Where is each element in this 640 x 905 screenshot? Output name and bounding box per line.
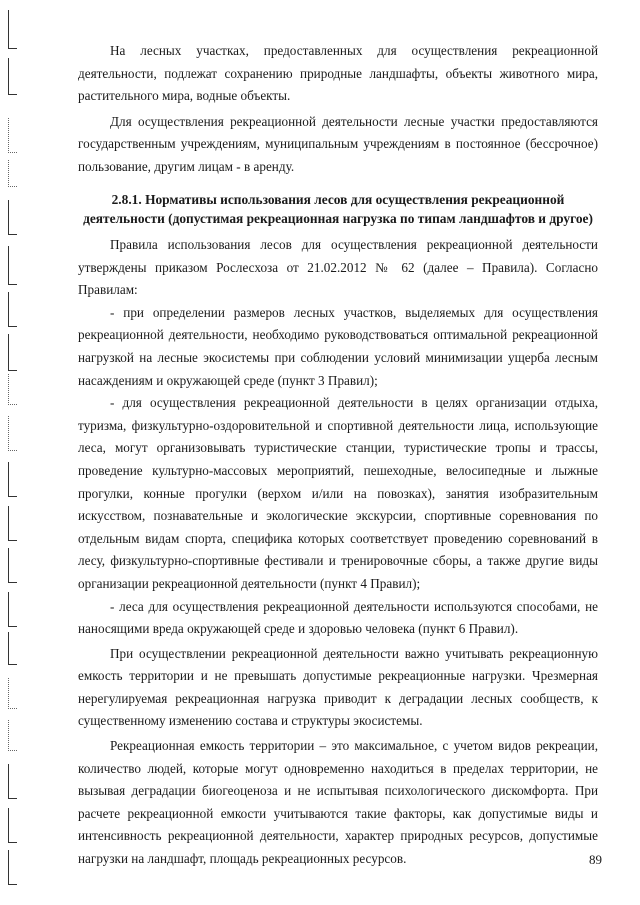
margin-mark — [8, 632, 17, 665]
margin-mark — [8, 592, 17, 627]
section-heading: 2.8.1. Нормативы использования лесов для осуществления рекреационной деятельности (допустимая рекреационная нагрузка по типам ландшафтов и другое) — [83, 192, 593, 226]
intro-text — [78, 40, 598, 179]
margin-mark — [8, 118, 17, 153]
margin-mark — [8, 678, 17, 709]
margin-mark — [8, 160, 17, 187]
paragraph: При осуществлении рекреационной деятельности важно учитывать рекреационную емкость территории и не превышать допустимые рекреационные нагрузки. Чрезмерная нерегулируемая рекреационная нагрузка приводит к деградации лесных сообществ, к существенному изменению состава и структуры экосистемы. — [78, 645, 598, 729]
body-text — [78, 234, 598, 871]
margin-mark — [8, 462, 17, 497]
margin-mark — [8, 334, 17, 371]
margin-mark — [8, 58, 17, 95]
margin-mark — [8, 720, 17, 751]
paragraph: Рекреационная емкость территории – это максимальное, с учетом видов рекреации, количество людей, которые могут одновременно находиться в пределах территории, не вызывая деградации биогеоценоза и не испытывая психологического дискомфорта. При расчете рекреационной емкости учитываются такие факторы, как допустимые виды и интенсивность рекреационной деятельности, характер природных ресурсов, допустимые нагрузки на ландшафт, площадь рекреационных ресурсов. — [78, 738, 598, 867]
page-number: 89 — [589, 852, 602, 867]
paragraph: На лесных участках, предоставленных для осуществления рекреационной деятельности, подлежат сохранению природные ландшафты, объекты животного мира, растительного мира, водные объекты. — [78, 43, 598, 104]
margin-mark — [8, 808, 17, 843]
margin-mark — [8, 200, 17, 235]
margin-mark — [8, 764, 17, 799]
paragraph: - леса для осуществления рекреационной деятельности используются способами, не наносящими вреда окружающей среде и здоровью человека (пункт 6 Правил). — [78, 598, 598, 637]
margin-mark — [8, 416, 17, 451]
margin-mark — [8, 374, 17, 405]
margin-mark — [8, 506, 17, 541]
paragraph: - при определении размеров лесных участков, выделяемых для осуществления рекреационной деятельности, необходимо руководствоваться оптимальной рекреационной нагрузкой на лесные экосистемы при соблюдении условий минимизации ущерба лесным насаждениям и окружающей среде (пункт 3 Правил); — [78, 304, 598, 388]
margin-mark — [8, 10, 17, 49]
margin-mark — [8, 292, 17, 327]
paragraph: Для осуществления рекреационной деятельности лесные участки предоставляются государственным учреждениям, муниципальным учреждениям в постоянное (бессрочное) пользование, другим лицам - в аренду. — [78, 113, 598, 174]
margin-mark — [8, 246, 17, 285]
margin-mark — [8, 548, 17, 583]
margin-mark — [8, 850, 17, 885]
paragraph: - для осуществления рекреационной деятельности в целях организации отдыха, туризма, физкультурно-оздоровительной и спортивной деятельности лица, использующие леса, могут организовывать туристические станции, туристические тропы и трассы, проведение культурно-массовых мероприятий, пешеходные, велосипедные и лыжные прогулки, конные прогулки (верхом и/или на повозках), занятия изобразительным искусством, познавательные и экологические экскурсии, спортивные соревнования по отдельным видам спорта, специфика которых соответствует проведению соревнований в лесу, физкультурно-спортивные фестивали и тренировочные сборы, а также другие виды организации рекреационной деятельности (пункт 4 Правил); — [78, 395, 598, 591]
paragraph: Правила использования лесов для осуществления рекреационной деятельности утверждены приказом Рослесхоза от 21.02.2012 № 62 (далее – Правила). Согласно Правилам: — [78, 237, 598, 298]
